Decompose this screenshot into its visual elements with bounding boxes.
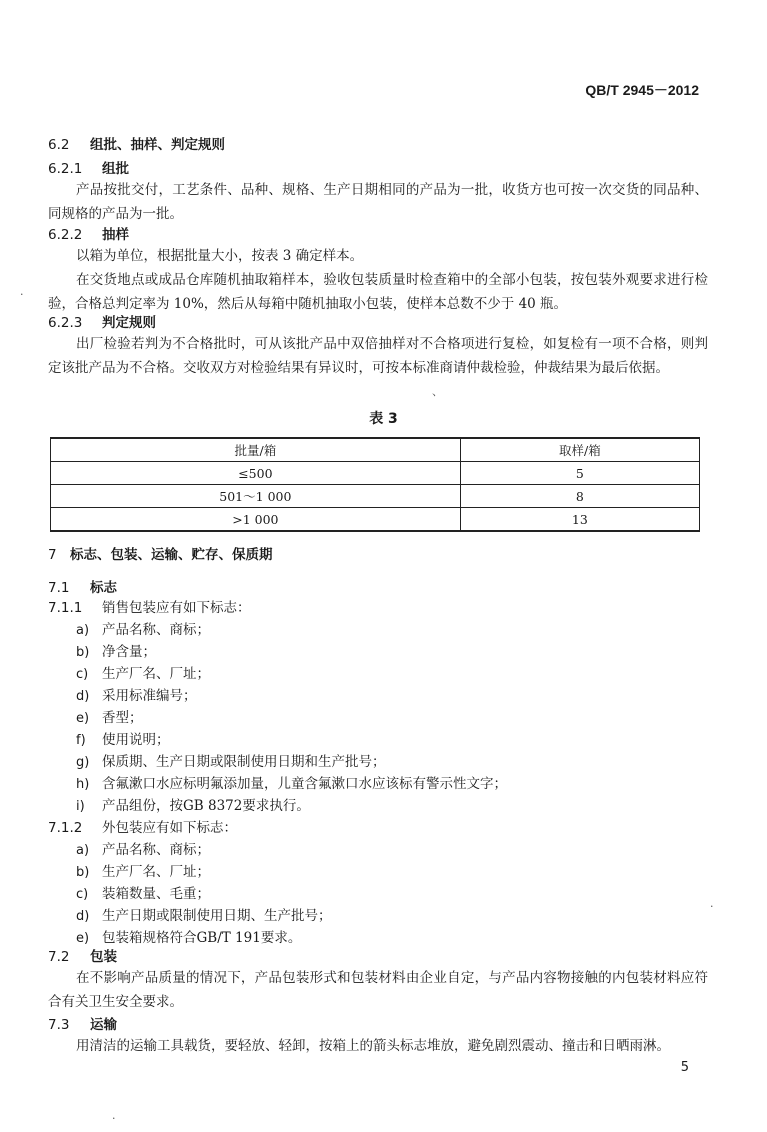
section-title: 组批 bbox=[102, 161, 129, 177]
section-number: 7.2 bbox=[48, 949, 70, 965]
table-cell: 5 bbox=[460, 462, 699, 485]
section-number: 6.2.1 bbox=[48, 161, 83, 177]
paragraph: 出厂检验若判为不合格批时，可从该批产品中双倍抽样对不合格项进行复检，如复检有一项不合格，则判定该批产品为不合格。交收双方对检验结果有异议时，可按本标准商请仲裁检验，仲裁结果为最后依据。 bbox=[48, 336, 708, 376]
section-7-2-body bbox=[48, 966, 708, 1014]
scan-speck: 、 bbox=[432, 385, 443, 398]
section-6-2-heading bbox=[48, 133, 708, 153]
section-number: 6.2.2 bbox=[48, 227, 83, 243]
list-item: f) 使用说明； bbox=[76, 732, 170, 748]
section-6-2-2-heading bbox=[48, 223, 708, 243]
section-number: 7.1 bbox=[48, 580, 70, 596]
section-title: 运输 bbox=[90, 1017, 117, 1033]
table-header-cell: 取样/箱 bbox=[460, 438, 699, 462]
table-cell: 8 bbox=[460, 485, 699, 508]
table-caption: 表 3 bbox=[369, 411, 398, 427]
section-6-2-1-body bbox=[48, 178, 708, 226]
page-number: 5 bbox=[680, 1060, 689, 1075]
section-7-3-heading bbox=[48, 1013, 708, 1033]
list-item: h) 含氟漱口水应标明氟添加量，儿童含氟漱口水应该标有警示性文字； bbox=[76, 776, 507, 792]
section-number: 7.3 bbox=[48, 1017, 70, 1033]
list-item: b) 净含量； bbox=[76, 644, 156, 660]
list-item: e) 香型； bbox=[76, 710, 143, 726]
table-cell: ≤500 bbox=[51, 462, 461, 485]
list-item: a) 产品名称、商标； bbox=[76, 842, 210, 858]
paragraph: 以箱为单位，根据批量大小，按表 3 确定样本。 bbox=[76, 248, 364, 264]
table-cell: 501～1 000 bbox=[51, 485, 461, 508]
table-header-row bbox=[51, 438, 700, 462]
section-7-1-2 bbox=[48, 817, 708, 949]
section-7-heading bbox=[48, 543, 708, 563]
list-item: a) 产品名称、商标； bbox=[76, 622, 210, 638]
section-6-2-1-heading bbox=[48, 157, 708, 177]
section-number: 7.1.2 bbox=[48, 820, 83, 836]
paragraph: 在不影响产品质量的情况下，产品包装形式和包装材料由企业自定，与产品内容物接触的内包装材料应符合有关卫生安全要求。 bbox=[48, 970, 708, 1010]
standard-code: QB/T 2945－2012 bbox=[585, 82, 699, 98]
section-6-2-2-body bbox=[48, 244, 708, 316]
section-title: 标志、包装、运输、贮存、保质期 bbox=[70, 547, 273, 563]
list-item: b) 生产厂名、厂址； bbox=[76, 864, 210, 880]
scan-speck: · bbox=[112, 1112, 116, 1125]
section-7-1-heading bbox=[48, 576, 708, 596]
list-item: c) 生产厂名、厂址； bbox=[76, 666, 210, 682]
section-6-2-3-body bbox=[48, 332, 708, 380]
table-header-cell: 批量/箱 bbox=[51, 438, 461, 462]
table-row bbox=[51, 462, 700, 485]
section-title: 判定规则 bbox=[102, 315, 156, 331]
list-item: i) 产品组份，按GB 8372要求执行。 bbox=[76, 798, 310, 814]
section-title: 包装 bbox=[90, 949, 117, 965]
scan-speck: · bbox=[20, 288, 24, 301]
paragraph: 用清洁的运输工具载货，要轻放、轻卸，按箱上的箭头标志堆放，避免剧烈震动、撞击和日晒雨淋。 bbox=[76, 1038, 670, 1054]
list-item: d) 采用标准编号； bbox=[76, 688, 197, 704]
section-number: 7 bbox=[48, 547, 57, 563]
section-title: 组批、抽样、判定规则 bbox=[90, 137, 225, 153]
section-number: 7.1.1 bbox=[48, 600, 83, 616]
paragraph: 产品按批交付，工艺条件、品种、规格、生产日期相同的产品为一批，收货方也可按一次交货的同品种、同规格的产品为一批。 bbox=[48, 182, 708, 222]
section-title: 抽样 bbox=[102, 227, 129, 243]
section-intro: 销售包装应有如下标志： bbox=[102, 600, 251, 616]
section-number: 6.2 bbox=[48, 137, 70, 153]
list-item: g) 保质期、生产日期或限制使用日期和生产批号； bbox=[76, 754, 386, 770]
section-7-1-1 bbox=[48, 597, 708, 817]
list-item: e) 包装箱规格符合GB/T 191要求。 bbox=[76, 930, 302, 946]
paragraph: 在交货地点或成品仓库随机抽取箱样本，验收包装质量时检查箱中的全部小包装，按包装外观要求进行检验，合格总判定率为 10%，然后从每箱中随机抽取小包装，使样本总数不少于 40 瓶。 bbox=[48, 272, 708, 312]
section-intro: 外包装应有如下标志： bbox=[102, 820, 237, 836]
table-cell: >1 000 bbox=[51, 508, 461, 532]
table-row bbox=[51, 508, 700, 532]
list-item: c) 装箱数量、毛重； bbox=[76, 886, 210, 902]
section-title: 标志 bbox=[90, 580, 117, 596]
list-item: d) 生产日期或限制使用日期、生产批号； bbox=[76, 908, 332, 924]
scan-speck: · bbox=[710, 900, 714, 913]
section-number: 6.2.3 bbox=[48, 315, 83, 331]
table-cell: 13 bbox=[460, 508, 699, 532]
section-6-2-3-heading bbox=[48, 311, 708, 331]
table-row bbox=[51, 485, 700, 508]
section-7-3-body bbox=[48, 1034, 708, 1058]
section-7-2-heading bbox=[48, 945, 708, 965]
sampling-table bbox=[50, 437, 700, 532]
